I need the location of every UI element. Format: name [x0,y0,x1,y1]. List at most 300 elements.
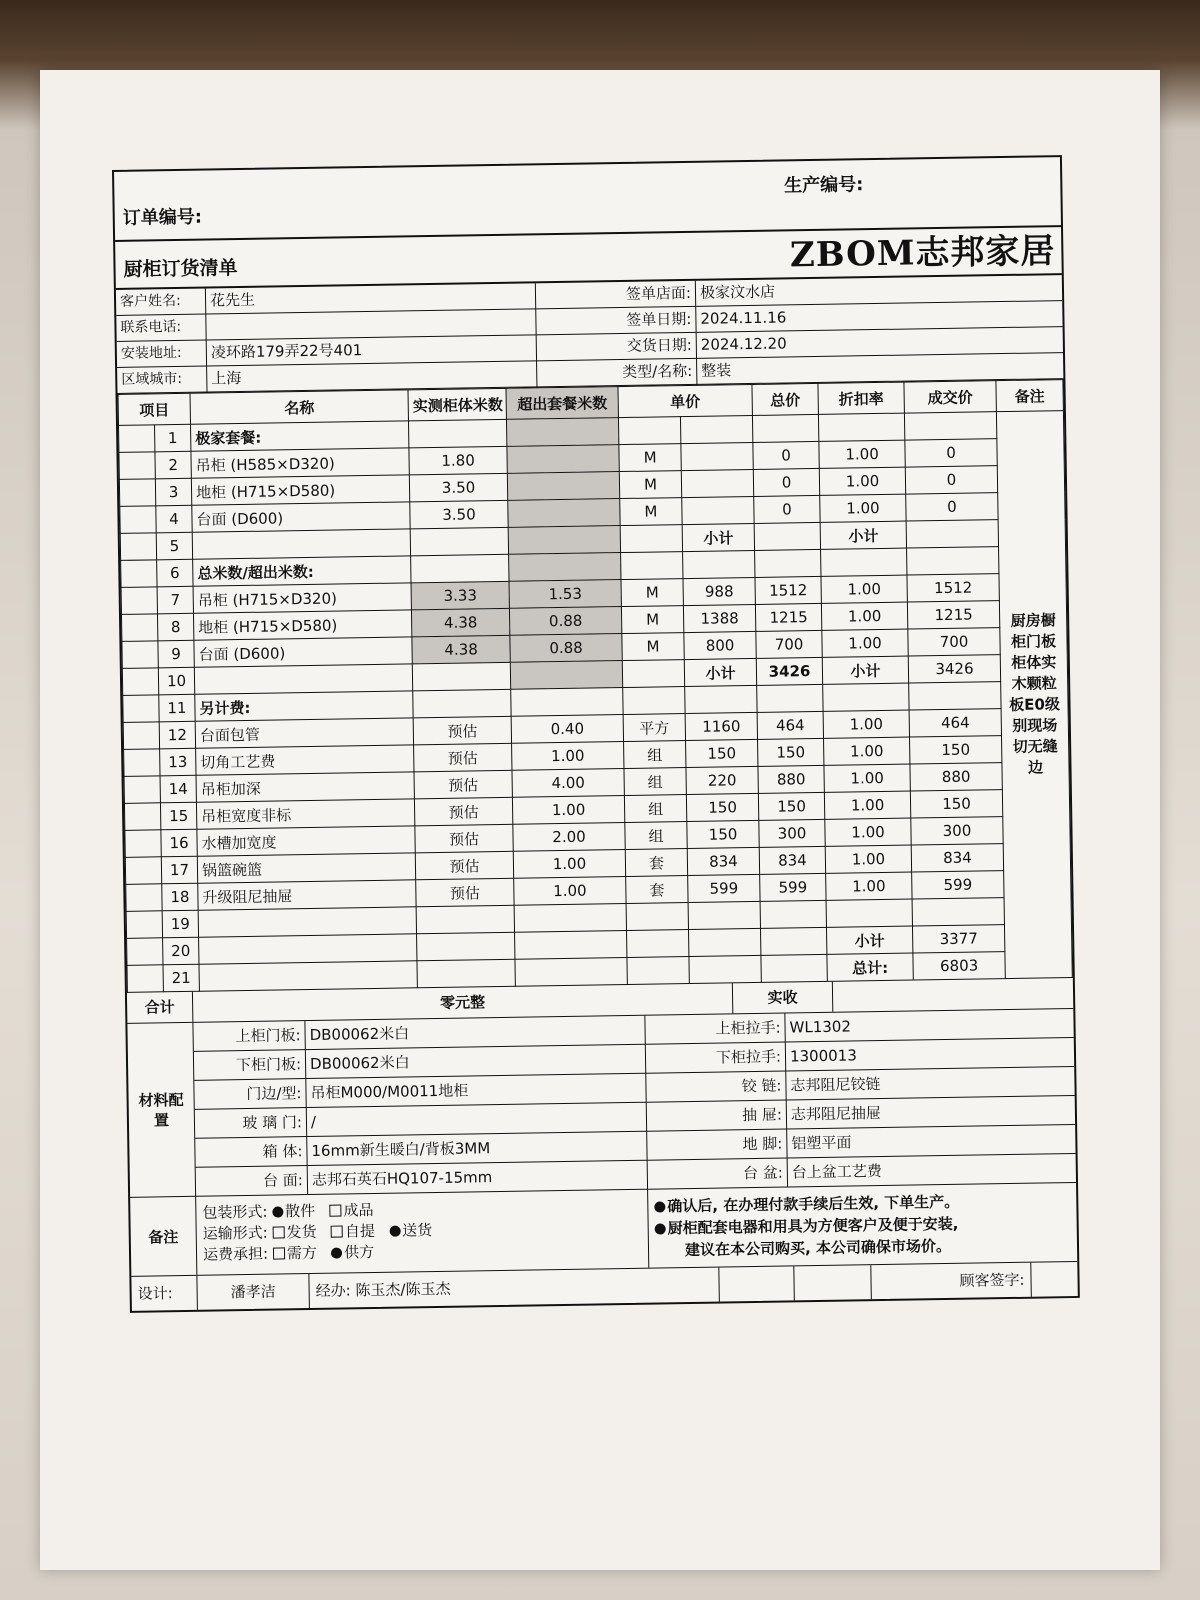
cell-measured [408,419,506,448]
cell-excess: 1.00 [512,742,624,771]
notice-line-3: 建议在本公司购买, 本公司确保市场价。 [684,1236,952,1260]
cell-total: 150 [758,792,824,820]
row-indent [119,479,155,507]
empty-checkbox-icon [272,1226,284,1238]
cell-no: 15 [160,802,196,830]
hardware-value: 台上盆工艺费 [788,1154,1076,1188]
cell-no: 20 [163,937,199,965]
material-value: 吊柜M000/M0011地柜 [306,1074,646,1108]
cell-excess [510,661,622,690]
type-value: 整装 [697,353,1063,385]
transport-option-ship: 发货 [286,1222,317,1242]
cell-excess: 2.00 [513,823,625,852]
cell-price: 220 [686,766,758,794]
type-label: 类型/名称: [537,359,697,388]
cell-measured: 预估 [414,770,512,799]
cell-no: 18 [162,883,198,911]
bullet-icon [654,1201,665,1212]
cell-excess [511,688,623,717]
packing-option-loose: 散件 [285,1201,316,1221]
paid-label: 实收 [733,982,833,1014]
cell-unit: M [621,606,683,634]
filled-circle-icon [272,1206,283,1217]
cell-no: 13 [160,748,196,776]
hardware-value: 铝塑平面 [787,1125,1075,1159]
cell-name [199,961,417,991]
packing-label: 包装形式: [202,1202,268,1222]
row-indent [124,803,160,831]
delivery-date-value: 2024.12.20 [697,327,1063,359]
cell-unit: 平方 [623,714,685,742]
cell-name [199,934,417,964]
cell-no: 19 [162,910,198,938]
empty-checkbox-icon [331,1226,343,1238]
material-label: 玻 璃 门: [195,1108,307,1139]
cell-name: 台面包管 [195,718,413,748]
customer-sign-label: 顾客签字: [871,1263,1032,1300]
cell-name: 升级阻尼抽屉 [198,880,416,910]
remarks-side-label: 备注 [130,1197,197,1276]
cell-measured [412,662,510,691]
col-deal-price: 成交价 [904,381,996,413]
bullet-icon [655,1223,666,1234]
cell-no: 12 [159,721,195,749]
order-number-label: 订单编号: [122,206,203,229]
customer-name-value: 花先生 [206,283,536,314]
filled-circle-icon [331,1248,342,1259]
row-indent [119,425,155,453]
form-frame [112,155,1080,1313]
cell-price: 150 [686,739,758,767]
freight-option-buyer: 需方 [286,1243,318,1263]
hardware-value: 1300013 [786,1038,1074,1072]
material-label: 箱 体: [195,1137,307,1168]
cell-no: 3 [155,478,191,506]
city-label: 区域城市: [117,367,207,394]
cell-measured [410,527,508,556]
cell-unit: 套 [626,876,688,904]
row-indent [127,938,163,966]
cell-no: 14 [160,775,196,803]
design-label: 设计: [131,1276,198,1311]
row-indent [122,641,158,669]
cell-total [757,684,823,712]
delivery-date-label: 交货日期: [537,333,697,362]
total-label: 合计 [127,992,193,1023]
col-discount: 折扣率 [818,382,904,414]
sign-date-label: 签单日期: [536,307,696,336]
cell-name: 台面 (D600) [192,502,410,532]
cell-discount: 1.00 [819,467,905,495]
notice-text [648,1183,1077,1268]
cell-total: 464 [757,711,823,739]
cell-unit [620,525,682,553]
cell-total: 880 [758,765,824,793]
cell-price [683,550,755,578]
notice-2: 厨柜配套电器和用具为方便客户及便于安装, [667,1214,959,1238]
table-body [119,411,1073,993]
cell-unit: M [621,579,683,607]
cell-price [681,442,753,470]
material-value: DB00062米白 [306,1045,646,1079]
delivery-options [196,1190,649,1275]
cell-no: 7 [157,586,193,614]
cell-no: 1 [155,424,191,452]
cell-deal: 0 [905,439,997,467]
cell-no: 10 [158,667,194,695]
cell-excess [507,472,619,501]
cell-price: 988 [683,577,755,605]
customer-name-label: 客户姓名: [116,289,206,316]
cell-name [192,529,410,559]
cell-deal: 0 [905,466,997,494]
cell-unit [622,660,684,688]
cell-name: 吊柜 (H585×D320) [191,448,409,478]
cell-excess [509,553,621,582]
cell-discount: 1.00 [825,845,911,873]
cell-total: 300 [759,819,825,847]
cell-no: 17 [161,856,197,884]
cell-excess [514,904,626,933]
cell-discount: 小计 [820,521,906,549]
row-indent [125,857,161,885]
cell-name: 吊柜宽度非标 [196,799,414,829]
cell-name: 极家套餐: [191,421,409,451]
cell-price [685,685,757,713]
cell-price [688,901,760,929]
cell-total [760,900,826,928]
cell-total: 0 [753,441,819,469]
cell-unit: 组 [624,741,686,769]
cell-deal: 599 [912,871,1004,899]
cell-deal [907,547,999,575]
cell-excess [506,418,618,447]
cell-excess [515,931,627,960]
cell-measured: 4.38 [411,608,509,637]
cell-measured: 3.50 [410,500,508,529]
cell-discount: 1.00 [824,764,910,792]
material-label: 台 面: [196,1166,308,1197]
cell-no: 4 [156,505,192,533]
cell-discount: 1.00 [824,737,910,765]
materials-grid [127,1009,1076,1198]
cell-unit: 组 [624,795,686,823]
hardware-label: 台 盆: [648,1159,788,1190]
cell-discount: 总计: [827,953,913,981]
cell-price: 小计 [682,523,754,551]
address-label: 安装地址: [117,341,207,368]
hardware-label: 抽 屉: [647,1101,787,1132]
cell-name: 锅篮碗篮 [197,853,415,883]
cell-total: 1215 [755,603,821,631]
cell-unit: M [620,498,682,526]
cell-discount: 1.00 [825,818,911,846]
hardware-label: 上柜拉手: [645,1014,785,1045]
cell-no: 6 [157,559,193,587]
row-indent [123,722,159,750]
cell-deal [909,682,1001,710]
cell-unit: M [622,633,684,661]
cell-deal: 880 [910,763,1002,791]
cell-measured: 3.50 [409,473,507,502]
cell-deal: 0 [906,493,998,521]
cell-total [752,414,818,442]
blank-cell [794,1265,872,1300]
material-value: DB00062米白 [305,1016,645,1050]
filled-circle-icon [389,1226,400,1237]
hardware-value: 志邦阻尼铰链 [786,1067,1074,1101]
row-indent [125,830,161,858]
customer-info-grid [116,275,1064,394]
cell-excess: 1.00 [512,796,624,825]
cell-price [689,955,761,983]
cell-discount: 小计 [827,926,913,954]
phone-label: 联系电话: [116,315,206,342]
items-table [118,379,1073,993]
cell-deal: 300 [911,817,1003,845]
cell-discount: 1.00 [821,575,907,603]
cell-total: 599 [760,873,826,901]
col-item: 项目 [118,393,190,425]
cell-name [198,907,416,937]
cell-discount: 1.00 [826,872,912,900]
row-indent [120,533,156,561]
cell-name: 另计费: [195,691,413,721]
cell-price [681,469,753,497]
transport-label: 运输形式: [202,1223,268,1243]
cell-unit: 套 [625,849,687,877]
cell-excess: 1.00 [514,877,626,906]
cell-excess: 1.00 [513,850,625,879]
material-label: 上柜门板: [193,1021,305,1052]
cell-unit: 组 [624,768,686,796]
transport-option-pickup: 自提 [344,1222,376,1241]
cell-deal: 700 [908,628,1000,656]
row-indent [119,452,155,480]
cell-unit [623,687,685,715]
cell-deal: 834 [911,844,1003,872]
cell-name [194,664,412,694]
cell-discount: 1.00 [823,710,909,738]
cell-total: 700 [756,630,822,658]
row-indent [123,695,159,723]
cell-price: 150 [687,820,759,848]
empty-checkbox-icon [273,1247,285,1259]
empty-checkbox-icon [329,1205,341,1217]
cell-deal: 6803 [913,952,1005,980]
col-unit-price: 单价 [618,384,752,417]
cell-deal: 1512 [907,574,999,602]
cell-name: 吊柜 (H715×D320) [193,583,411,613]
blank-cell [719,1266,795,1301]
cell-discount [826,899,912,927]
cell-discount [818,413,904,441]
cell-excess: 1.53 [509,580,621,609]
col-excess: 超出套餐米数 [506,387,618,420]
materials-side-label: 材料配置 [127,1023,196,1198]
cell-no: 5 [156,532,192,560]
store-label: 签单店面: [536,281,696,310]
packing-option-assembled: 成品 [343,1201,374,1220]
cell-total: 834 [759,846,825,874]
hardware-value: 志邦阻尼抽屉 [787,1096,1075,1130]
cell-measured: 4.38 [412,635,510,664]
row-indent [126,911,162,939]
cell-total [755,549,821,577]
cell-discount: 1.00 [824,791,910,819]
cell-total [761,954,827,982]
cell-deal: 1215 [907,601,999,629]
cell-excess [507,445,619,474]
cell-price: 599 [688,874,760,902]
remarks-section [130,1183,1077,1277]
city-value: 上海 [207,361,537,392]
cell-discount [821,548,907,576]
col-measured: 实测柜体米数 [408,388,506,421]
handler-text: 经办: 陈玉杰/陈玉杰 [309,1268,719,1308]
cell-measured: 预估 [413,716,511,745]
cell-measured: 预估 [416,878,514,907]
cell-discount: 1.00 [822,629,908,657]
material-value: 志邦石英石HQ107-15mm [308,1161,648,1195]
cell-measured [417,932,515,961]
order-form [112,155,1080,1313]
customer-sign-field[interactable] [1031,1262,1078,1297]
cell-name: 切角工艺费 [196,745,414,775]
hardware-label: 下柜拉手: [646,1043,786,1074]
cell-unit [626,903,688,931]
freight-option-supplier: 供方 [344,1243,375,1262]
hardware-value: WL1302 [785,1009,1073,1043]
cell-unit [621,552,683,580]
freight-label: 运费承担: [202,1244,269,1264]
cell-measured: 预估 [414,743,512,772]
document-title: 厨柜订货清单 [123,257,238,281]
cell-unit [627,957,689,985]
cell-name: 地柜 (H715×D580) [193,610,411,640]
cell-measured: 1.80 [409,446,507,475]
col-name: 名称 [190,390,408,424]
cell-deal: 150 [910,736,1002,764]
cell-deal [906,520,998,548]
material-label: 下柜门板: [194,1050,306,1081]
cell-unit [627,930,689,958]
cell-price: 834 [687,847,759,875]
cell-measured [413,689,511,718]
cell-excess: 0.40 [511,715,623,744]
cell-excess: 0.88 [509,607,621,636]
hardware-label: 地 脚: [647,1130,787,1161]
cell-deal: 3377 [913,925,1005,953]
cell-name: 水槽加宽度 [197,826,415,856]
cell-unit: 组 [625,822,687,850]
cell-deal [912,898,1004,926]
cell-no: 8 [157,613,193,641]
side-note: 厨房橱柜门板柜体实木颗粒板E0级别现场切无缝边 [996,411,1072,979]
row-indent [121,587,157,615]
material-label: 门边/型: [194,1079,306,1110]
col-total: 总价 [752,383,818,415]
cell-excess [515,958,627,987]
total-amount-words: 零元整 [193,983,733,1021]
cell-excess: 0.88 [510,634,622,663]
cell-total: 1512 [755,576,821,604]
row-indent [120,506,156,534]
cell-excess: 4.00 [512,769,624,798]
cell-measured: 3.33 [411,581,509,610]
cell-price: 800 [684,631,756,659]
production-number-label: 生产编号: [784,174,864,197]
hardware-label: 铰 链: [646,1072,786,1103]
address-value: 凌环路179弄22号401 [207,335,537,366]
cell-measured [416,905,514,934]
cell-unit: M [619,471,681,499]
notice-1: 确认后, 在办理付款手续后生效, 下单生产。 [667,1192,960,1216]
cell-deal: 3426 [908,655,1000,683]
col-note: 备注 [996,380,1063,412]
row-indent [122,668,158,696]
cell-discount: 1.00 [820,494,906,522]
cell-total: 0 [753,468,819,496]
row-indent [126,884,162,912]
cell-deal: 150 [910,790,1002,818]
cell-measured: 预估 [415,824,513,853]
cell-discount: 小计 [822,656,908,684]
paid-value [833,978,1073,1012]
designer-name: 潘孝洁 [197,1274,310,1310]
cell-name: 地柜 (H715×D580) [191,475,409,505]
row-indent [121,614,157,642]
cell-no: 9 [158,640,194,668]
transport-option-deliver: 送货 [402,1221,433,1240]
cell-total: 150 [758,738,824,766]
cell-total [761,927,827,955]
cell-discount [823,683,909,711]
cell-name: 总米数/超出米数: [193,556,411,586]
cell-excess [508,526,620,555]
cell-name: 台面 (D600) [194,637,412,667]
row-indent [121,560,157,588]
cell-measured [411,554,509,583]
cell-measured: 预估 [414,797,512,826]
cell-measured [417,959,515,988]
cell-price [680,415,752,443]
sign-date-value: 2024.11.16 [696,301,1062,333]
cell-price [682,496,754,524]
cell-deal [904,412,996,440]
row-indent [127,965,163,993]
cell-price: 150 [686,793,758,821]
cell-total: 0 [754,495,820,523]
cell-measured: 预估 [415,851,513,880]
row-indent [124,749,160,777]
cell-price: 小计 [684,658,756,686]
cell-price: 1388 [683,604,755,632]
cell-no: 2 [155,451,191,479]
cell-no: 11 [159,694,195,722]
cell-total: 3426 [756,657,822,685]
cell-excess [508,499,620,528]
cell-discount: 1.00 [819,440,905,468]
material-value: 16mm新生暖白/背板3MM [307,1132,647,1166]
cell-price [689,928,761,956]
cell-unit: M [619,444,681,472]
cell-no: 16 [161,829,197,857]
cell-total [754,522,820,550]
cell-unit [618,417,680,445]
row-indent [124,776,160,804]
cell-no: 21 [163,964,199,992]
